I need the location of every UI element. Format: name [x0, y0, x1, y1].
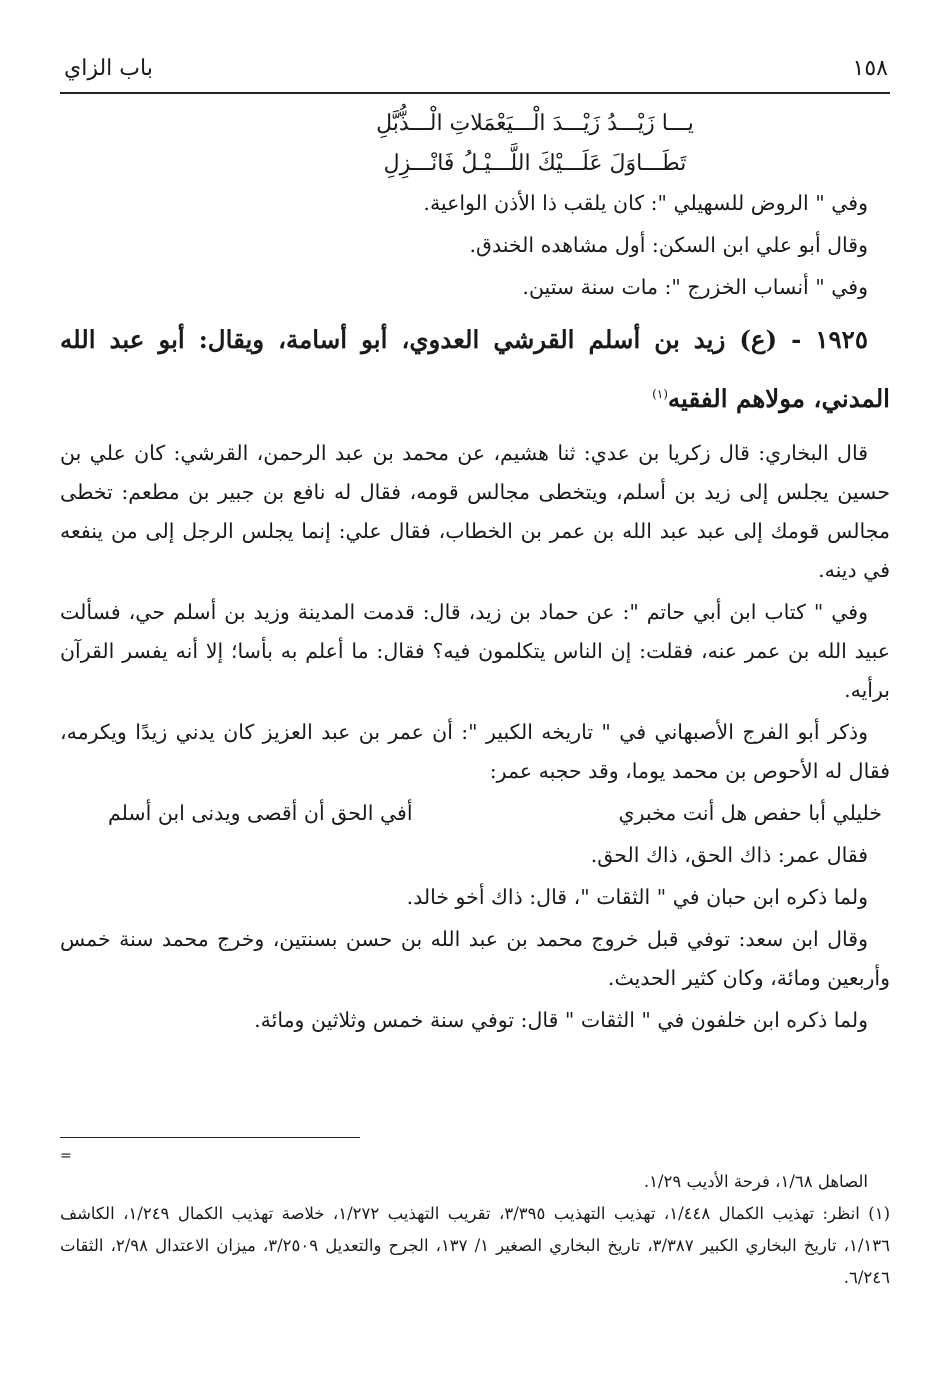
verse-line: تَطَـــاوَلَ عَلَـــيْكَ اللَّـــيْـلُ فَانْـــزِلِ: [383, 151, 687, 176]
paragraph: فقال عمر: ذاك الحق، ذاك الحق.: [590, 843, 868, 868]
verse-line: يـــا زَيْـــدُ زَيْـــدَ الْـــيَعْمَلاتِ الْـــذُّبَّلِ: [376, 111, 694, 136]
entry-heading: [60, 313, 890, 426]
footnote-continuation: الصاهل ١/٦٨، فرحة الأديب ١/٢٩.: [643, 1172, 868, 1191]
running-head: باب الزاي: [64, 56, 153, 81]
book-page: [60, 0, 890, 1378]
paragraph: وقال ابن سعد: توفي قبل خروج محمد بن عبد الله بن حسن بسنتين، وخرج محمد سنة خمس وأربعين ومائة، وكان كثير الحديث.: [60, 927, 890, 991]
paragraph: وفي " أنساب الخزرج ": مات سنة ستين.: [522, 275, 868, 299]
page-header: [60, 52, 890, 94]
poem-hemistich: أفي الحق أن أقصى ويدنى ابن أسلم: [108, 801, 413, 826]
poem-hemistich: خليلي أبا حفص هل أنت مخبري: [618, 801, 882, 826]
footnote-divider: [60, 1137, 360, 1138]
footnote-1: (١) انظر: تهذيب الكمال ١/٤٤٨، تهذيب التهذيب ٣/٣٩٥، تقريب التهذيب ١/٢٧٢، خلاصة تهذيب الكمال ١/٢٤٩، الكاشف ١/١٣٦، تاريخ البخاري الكبير ٣/٣٨٧، تاريخ البخاري الصغير ١/ ١٣٧، الجرح والتعديل ٣/٢٥٠٩، ميزان الاعتدال ٢/٩٨، الثقات ٦/٢٤٦.: [60, 1204, 890, 1287]
paragraph: ولما ذكره ابن حبان في " الثقات "، قال: ذاك أخو خالد.: [406, 885, 868, 910]
footnotes: [60, 1166, 890, 1294]
main-text: [60, 104, 890, 1040]
poem-line: [60, 794, 890, 833]
footnote-reference[interactable]: (١): [652, 387, 668, 401]
entry-heading-text: ١٩٢٥ - (ع) زيد بن أسلم القرشي العدوي، أبو أسامة، ويقال: أبو عبد الله المدني، مولاهم الفقيه: [60, 325, 890, 414]
paragraph: قال البخاري: قال زكريا بن عدي: ثنا هشيم، عن محمد بن عبد الرحمن، القرشي: كان علي بن حسين يجلس إلى زيد بن أسلم، ويتخطى مجالس قومه، فقال له نافع بن جبير بن مطعم: تخطى مجالس قومك إلى عبد عبد الله بن عمر بن الخطاب، فقال علي: إنما يجلس الرجل إلى من ينفعه في دينه.: [60, 441, 890, 583]
paragraph: ولما ذكره ابن خلفون في " الثقات " قال: توفي سنة خمس وثلاثين ومائة.: [254, 1008, 868, 1033]
paragraph: وذكر أبو الفرج الأصبهاني في " تاريخه الكبير ": أن عمر بن عبد العزيز كان يدني زيدًا ويكرمه، فقال له الأحوص بن محمد يوما، وقد حجبه عمر:: [60, 720, 890, 784]
footnote-continuation-mark: =: [60, 1148, 72, 1164]
paragraph: وقال أبو علي ابن السكن: أول مشاهده الخندق.: [469, 233, 868, 257]
paragraph: وفي " الروض للسهيلي ": كان يلقب ذا الأذن الواعية.: [423, 191, 868, 215]
paragraph: وفي " كتاب ابن أبي حاتم ": عن حماد بن زيد، قال: قدمت المدينة وزيد بن أسلم حي، فسألت عبيد الله بن عمر عنه، فقلت: إن الناس يتكلمون فيه؟ فقال: ما أعلم به بأسا؛ إلا أنه يفسر القرآن برأيه.: [60, 600, 890, 703]
verse-block: [60, 104, 890, 184]
page-number: ١٥٨: [852, 56, 888, 81]
